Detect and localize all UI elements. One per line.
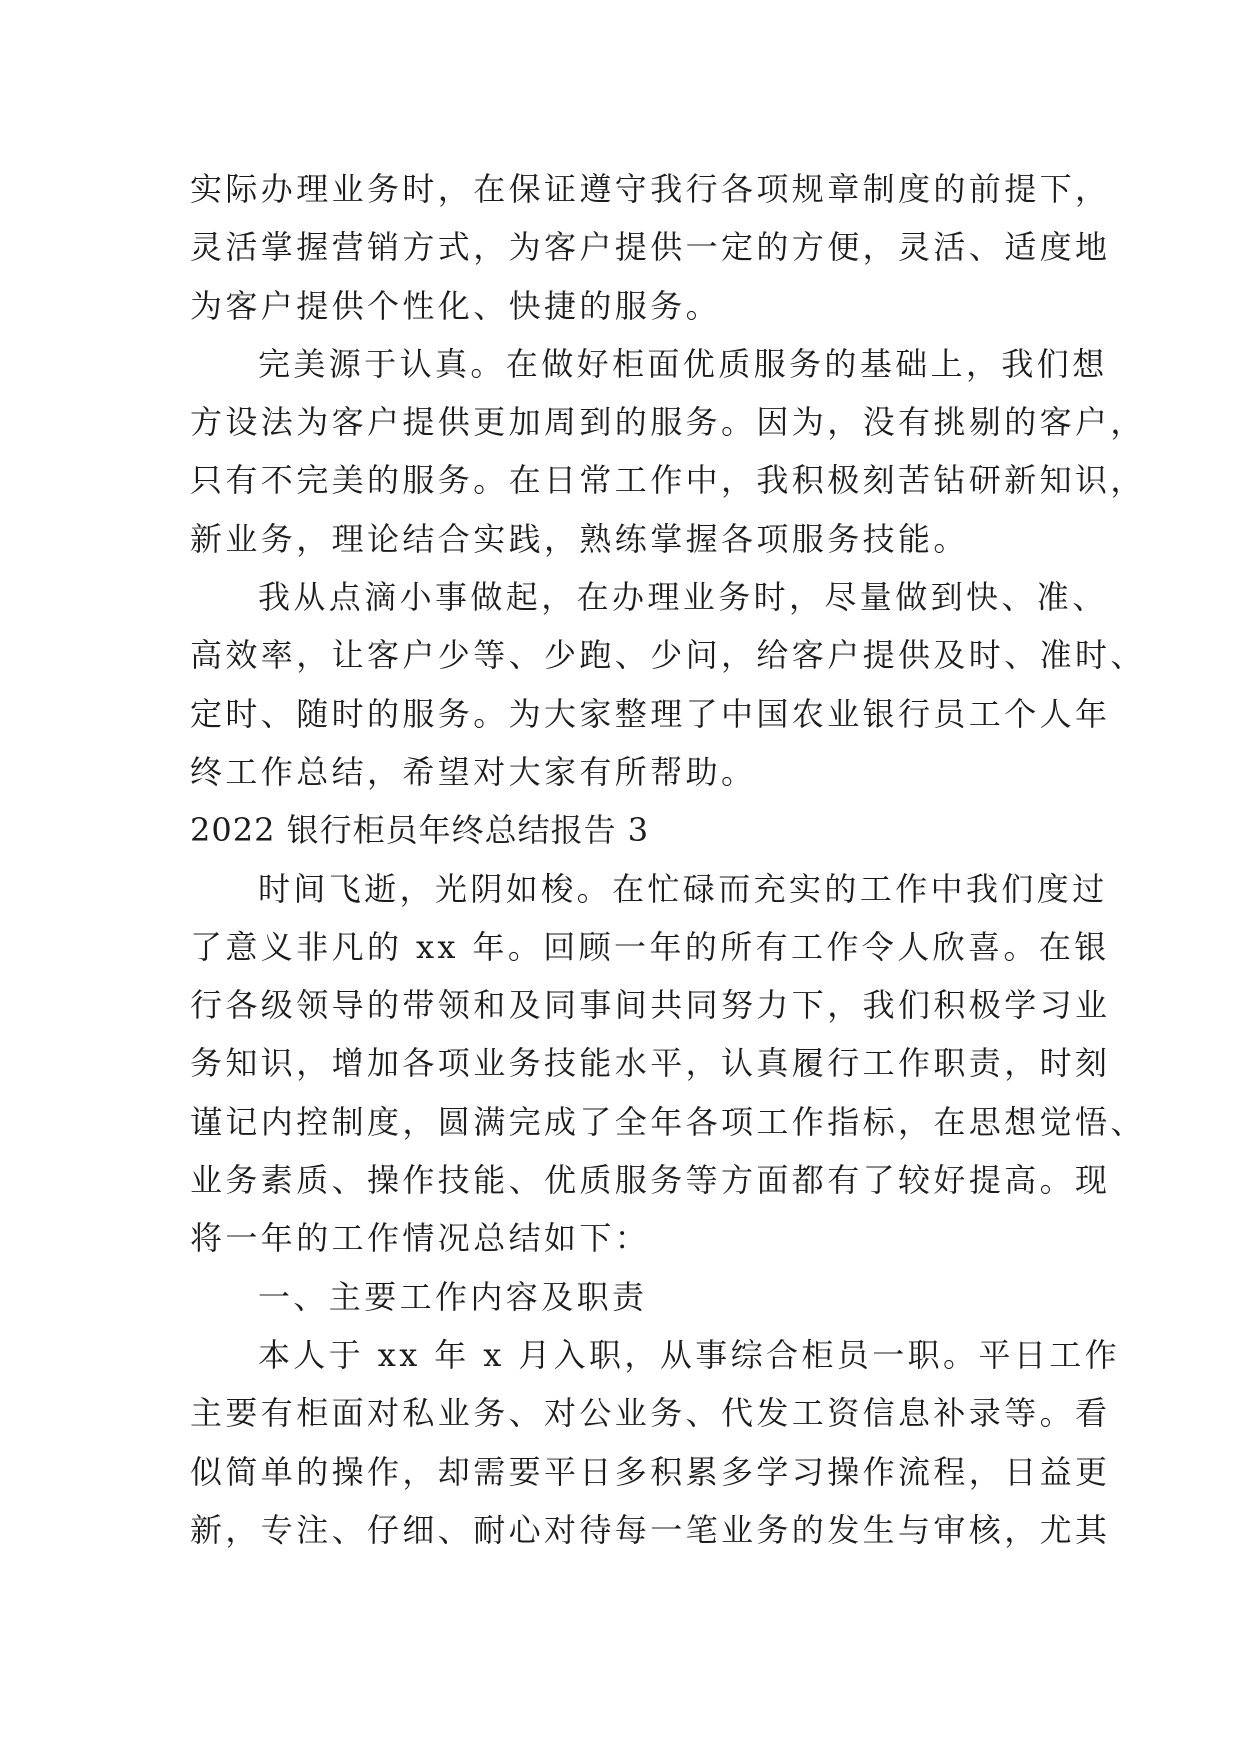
text-line: 灵活掌握营销方式，为客户提供一定的方便，灵活、适度地 bbox=[190, 228, 1111, 267]
text-line: 实际办理业务时，在保证遵守我行各项规章制度的前提下， bbox=[190, 170, 1111, 208]
text-line: 方设法为客户提供更加周到的服务。因为，没有挑剔的客户， bbox=[190, 403, 1146, 442]
text-line: 行各级领导的带领和及同事间共同努力下，我们积极学习业 bbox=[190, 986, 1111, 1025]
text-line: 时间飞逝，光阴如梭。在忙碌而充实的工作中我们度过 bbox=[258, 869, 1108, 908]
document-body bbox=[190, 160, 1146, 1559]
text-line: 高效率，让客户少等、少跑、少问，给客户提供及时、准时、 bbox=[190, 636, 1146, 675]
text-line: 完美源于认真。在做好柜面优质服务的基础上，我们想 bbox=[258, 344, 1108, 383]
text-line: 业务素质、操作技能、优质服务等方面都有了较好提高。现 bbox=[190, 1161, 1111, 1200]
text-line: 将一年的工作情况总结如下： bbox=[190, 1219, 651, 1258]
text-line: 一、主要工作内容及职责 bbox=[258, 1277, 648, 1316]
text-line: 主要有柜面对私业务、对公业务、代发工资信息补录等。看 bbox=[190, 1394, 1111, 1433]
text-line: 我从点滴小事做起，在办理业务时，尽量做到快、准、 bbox=[258, 578, 1108, 617]
text-line: 为客户提供个性化、快捷的服务。 bbox=[190, 286, 722, 325]
text-line: 谨记内控制度，圆满完成了全年各项工作指标，在思想觉悟、 bbox=[190, 1102, 1146, 1141]
text-line: 新，专注、仔细、耐心对待每一笔业务的发生与审核，尤其 bbox=[190, 1510, 1111, 1549]
text-line: 只有不完美的服务。在日常工作中，我积极刻苦钻研新知识， bbox=[190, 461, 1146, 500]
text-line: 新业务，理论结合实践，熟练掌握各项服务技能。 bbox=[190, 519, 969, 558]
section-heading: 2022 银行柜员年终总结报告 3 bbox=[190, 811, 650, 850]
text-line: 了意义非凡的 xx 年。回顾一年的所有工作令人欣喜。在银 bbox=[190, 927, 1110, 966]
text-line: 务知识，增加各项业务技能水平，认真履行工作职责，时刻 bbox=[190, 1044, 1111, 1083]
text-line: 似简单的操作，却需要平日多积累多学习操作流程，日益更 bbox=[190, 1452, 1111, 1491]
text-line: 本人于 xx 年 x 月入职，从事综合柜员一职。平日工作 bbox=[258, 1335, 1121, 1374]
text-line: 定时、随时的服务。为大家整理了中国农业银行员工个人年 bbox=[190, 694, 1111, 733]
text-line: 终工作总结，希望对大家有所帮助。 bbox=[190, 752, 757, 791]
